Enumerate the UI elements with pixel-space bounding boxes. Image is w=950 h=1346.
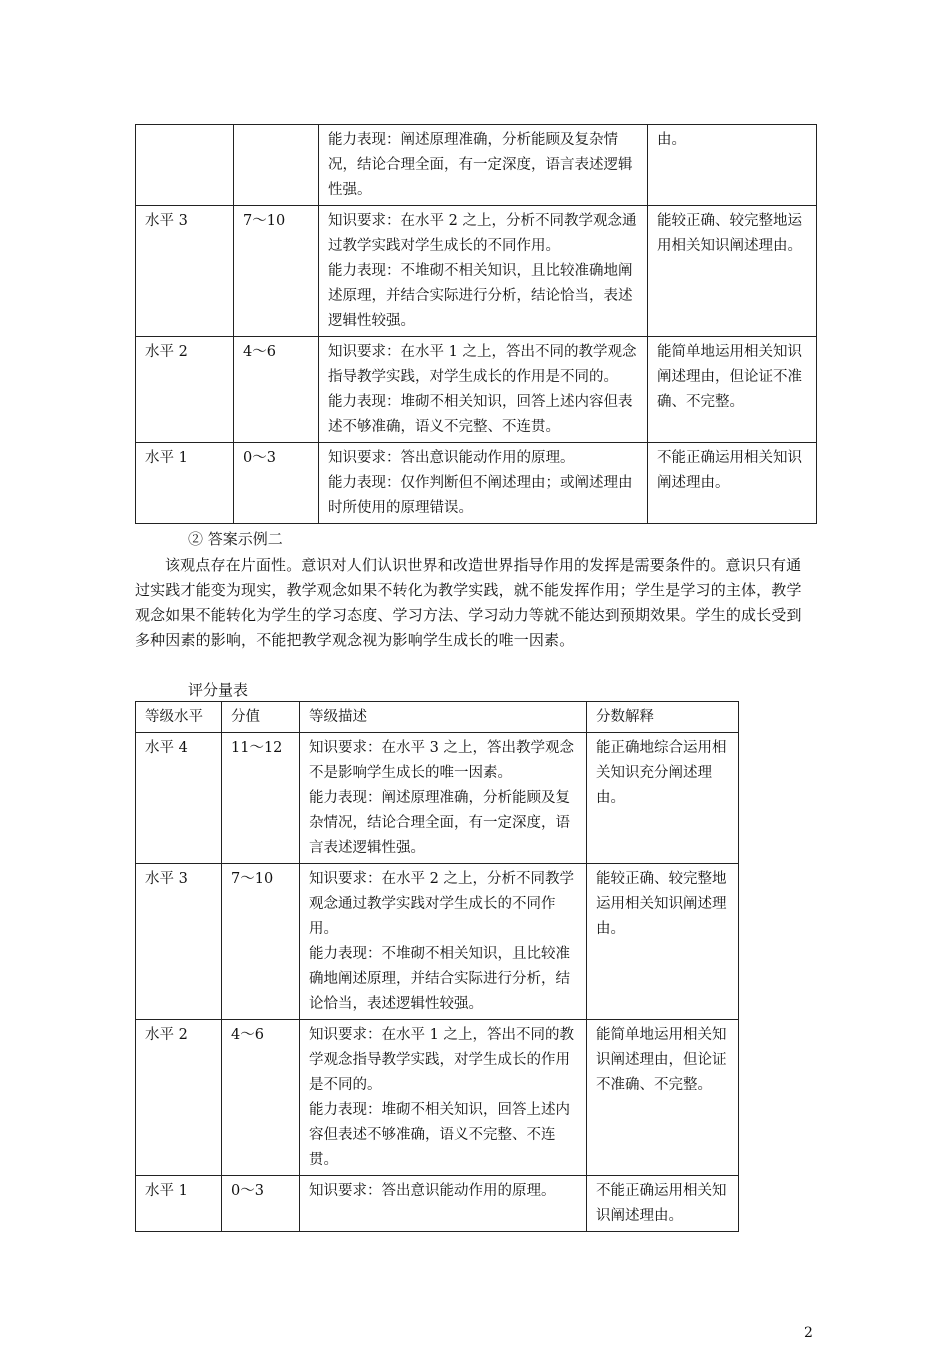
description-cell <box>319 125 648 206</box>
score-cell: 0～3 <box>222 1176 300 1232</box>
description-line: 知识要求：在水平 2 之上，分析不同教学观念通过教学实践对学生成长的不同作用。 <box>328 213 637 254</box>
explanation-cell: 不能正确运用相关知识阐述理由。 <box>587 1176 739 1232</box>
scoring-scale-title: 评分量表 <box>188 681 249 699</box>
description-cell <box>300 864 587 1020</box>
level-cell: 水平 3 <box>136 206 234 337</box>
description-line: 知识要求：答出意识能动作用的原理。 <box>309 1183 556 1199</box>
header-explanation: 分数解释 <box>587 702 739 733</box>
description-line: 能力表现：仅作判断但不阐述理由；或阐述理由时所使用的原理错误。 <box>328 475 633 516</box>
description-line: 知识要求：在水平 1 之上，答出不同的教学观念指导教学实践，对学生成长的作用是不同的。 <box>328 344 637 385</box>
description-cell <box>300 733 587 864</box>
explanation-cell: 不能正确运用相关知识阐述理由。 <box>648 443 817 524</box>
description-cell <box>319 337 648 443</box>
example-two-heading: ② 答案示例二 <box>188 530 283 548</box>
score-cell: 7～10 <box>234 206 319 337</box>
level-cell: 水平 1 <box>136 1176 222 1232</box>
description-cell <box>319 443 648 524</box>
table-row <box>136 733 739 864</box>
table-header <box>136 702 739 733</box>
table-row <box>136 864 739 1020</box>
table-row <box>136 1020 739 1176</box>
score-cell: 11～12 <box>222 733 300 864</box>
table-row <box>136 125 817 206</box>
score-cell: 7～10 <box>222 864 300 1020</box>
description-cell <box>300 1020 587 1176</box>
description-line: 能力表现：堆砌不相关知识，回答上述内容但表述不够准确，语义不完整、不连贯。 <box>328 394 633 435</box>
level-cell: 水平 1 <box>136 443 234 524</box>
example-two-paragraph: 该观点存在片面性。意识对人们认识世界和改造世界指导作用的发挥是需要条件的。意识只有通过实践才能变为现实，教学观念如果不转化为教学实践，就不能发挥作用；学生是学习的主体，教学观念如果不能转化为学生的学习态度、学习方法、学习动力等就不能达到预期效果。学生的成长受到多种因素的影响，不能把教学观念视为影响学生成长的唯一因素。 <box>135 556 802 649</box>
table-row <box>136 337 817 443</box>
score-cell <box>234 125 319 206</box>
description-line: 能力表现：阐述原理准确，分析能顾及复杂情况，结论合理全面，有一定深度，语言表述逻辑性强。 <box>328 132 633 198</box>
description-line: 能力表现：不堆砌不相关知识，且比较准确地阐述原理，并结合实际进行分析，结论恰当，表述逻辑性较强。 <box>328 263 633 329</box>
level-cell <box>136 125 234 206</box>
description-line: 能力表现：不堆砌不相关知识，且比较准确地阐述原理，并结合实际进行分析，结论恰当，表述逻辑性较强。 <box>309 946 570 1012</box>
score-cell: 0～3 <box>234 443 319 524</box>
explanation-cell: 能简单地运用相关知识阐述理由，但论证不准确、不完整。 <box>587 1020 739 1176</box>
table-body <box>136 733 739 1232</box>
level-cell: 水平 3 <box>136 864 222 1020</box>
explanation-cell: 能较正确、较完整地运用相关知识阐述理由。 <box>648 206 817 337</box>
explanation-cell: 由。 <box>648 125 817 206</box>
level-cell: 水平 2 <box>136 337 234 443</box>
score-cell: 4～6 <box>234 337 319 443</box>
explanation-cell: 能较正确、较完整地运用相关知识阐述理由。 <box>587 864 739 1020</box>
explanation-cell: 能简单地运用相关知识阐述理由，但论证不准确、不完整。 <box>648 337 817 443</box>
description-cell <box>300 1176 587 1232</box>
scoring-table-continued <box>135 124 817 524</box>
page-number: 2 <box>804 1325 813 1341</box>
description-cell <box>319 206 648 337</box>
header-description: 等级描述 <box>300 702 587 733</box>
scoring-table <box>135 701 739 1232</box>
description-line: 知识要求：在水平 1 之上，答出不同的教学观念指导教学实践，对学生成长的作用是不同的。 <box>309 1027 574 1093</box>
table-body <box>136 125 817 524</box>
description-line: 能力表现：阐述原理准确，分析能顾及复杂情况，结论合理全面，有一定深度，语言表述逻辑性强。 <box>309 790 570 856</box>
header-score: 分值 <box>222 702 300 733</box>
level-cell: 水平 2 <box>136 1020 222 1176</box>
description-line: 能力表现：堆砌不相关知识，回答上述内容但表述不够准确，语义不完整、不连贯。 <box>309 1102 570 1168</box>
table-row <box>136 443 817 524</box>
table-row <box>136 206 817 337</box>
header-row <box>136 702 739 733</box>
explanation-cell: 能正确地综合运用相关知识充分阐述理由。 <box>587 733 739 864</box>
level-cell: 水平 4 <box>136 733 222 864</box>
description-line: 知识要求：在水平 3 之上，答出教学观念不是影响学生成长的唯一因素。 <box>309 740 574 781</box>
description-line: 知识要求：在水平 2 之上，分析不同教学观念通过教学实践对学生成长的不同作用。 <box>309 871 574 937</box>
description-line: 知识要求：答出意识能动作用的原理。 <box>328 450 575 466</box>
table-row <box>136 1176 739 1232</box>
score-cell: 4～6 <box>222 1020 300 1176</box>
header-level: 等级水平 <box>136 702 222 733</box>
